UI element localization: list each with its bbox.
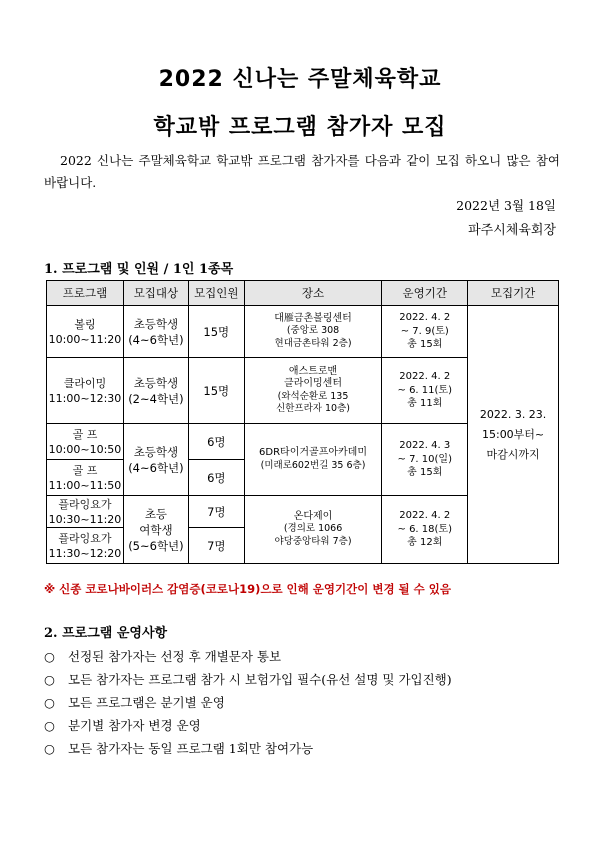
column-header: 장소 — [244, 281, 382, 306]
place-name: 애스트로맨 클라이밍센터 — [284, 365, 343, 389]
place-address: (경의로 1066 야당중앙타워 7층) — [274, 523, 352, 547]
table-row — [47, 306, 559, 358]
column-header: 운영기간 — [382, 281, 468, 306]
announcement-date: 2022년 3월 18일 — [456, 198, 556, 213]
program-name: 골 프 10:00~10:50 — [48, 427, 122, 456]
circle-bullet-icon: ○ — [44, 649, 55, 664]
target-group: 초등학생 (4~6학년) — [128, 444, 184, 475]
operation-period: 2022. 4. 2 ~ 6. 18(토) 총 12회 — [397, 510, 452, 549]
list-item: ○ 모든 프로그램은 분기별 운영 — [44, 691, 452, 714]
title-line2: 학교밖 프로그램 참가자 모집 — [153, 115, 447, 140]
program-name: 볼링 10:00~11:20 — [48, 317, 122, 346]
target-group: 초등학생 (2~4학년) — [128, 375, 184, 406]
operation-period: 2022. 4. 2 ~ 7. 9(토) 총 15회 — [399, 312, 451, 351]
place-address: (와석순환로 135 신한프라자 10층) — [276, 390, 350, 414]
program-table — [46, 280, 559, 564]
organization-name: 파주시체육회장 — [468, 223, 556, 238]
list-item: ○ 모든 참가자는 프로그램 참가 시 보험가입 필수(유선 설명 및 가입진행) — [44, 668, 452, 691]
capacity: 15명 — [203, 324, 230, 339]
column-header: 모집대상 — [123, 281, 188, 306]
operation-period: 2022. 4. 3 ~ 7. 10(일) 총 15회 — [397, 440, 452, 479]
capacity: 15명 — [203, 383, 230, 398]
title-line1: 2022 신나는 주말체육학교 — [158, 67, 442, 92]
operation-period: 2022. 4. 2 ~ 6. 11(토) 총 11회 — [397, 371, 452, 410]
covid-notice: ※ 신종 코로나바이러스 감염증(코로나19)으로 인해 운영기간이 변경 될 수 있음 — [44, 582, 451, 596]
circle-bullet-icon: ○ — [44, 718, 55, 733]
circle-bullet-icon: ○ — [44, 741, 55, 756]
column-header: 프로그램 — [47, 281, 124, 306]
operation-list — [44, 645, 452, 760]
target-group: 초등학생 (4~6학년) — [128, 316, 184, 347]
list-item: ○ 분기별 참가자 변경 운영 — [44, 714, 452, 737]
circle-bullet-icon: ○ — [44, 672, 55, 687]
place-name: 대雁금촌볼링센터 — [274, 312, 352, 324]
circle-bullet-icon: ○ — [44, 695, 55, 710]
program-name: 클라이밍 11:00~12:30 — [48, 376, 122, 405]
section2-heading: 2. 프로그램 운영사항 — [44, 626, 168, 641]
capacity: 6명 — [207, 434, 226, 449]
list-item: ○ 모든 참가자는 동일 프로그램 1회만 참여가능 — [44, 737, 452, 760]
recruit-period: 2022. 3. 23. 15:00부터~ 마감시까지 — [479, 407, 547, 461]
target-group: 초등 여학생 (5~6학년) — [128, 506, 184, 553]
capacity: 7명 — [207, 538, 226, 553]
program-name: 플라잉요가 11:30~12:20 — [48, 531, 122, 560]
program-name: 골 프 11:00~11:50 — [48, 463, 122, 492]
section1-heading: 1. 프로그램 및 인원 / 1인 1종목 — [44, 262, 234, 277]
intro-paragraph: 2022 신나는 주말체육학교 학교밖 프로그램 참가자를 다음과 같이 모집 하오니 많은 참여 바랍니다. — [44, 153, 560, 190]
capacity: 6명 — [207, 470, 226, 485]
place-address: (미래로602번길 35 6층) — [260, 459, 366, 471]
place-address: (중앙로 308 현대금촌타워 2층) — [274, 325, 352, 349]
capacity: 7명 — [207, 504, 226, 519]
place-name: 온다제이 — [293, 510, 333, 522]
table-header-row — [47, 281, 559, 306]
column-header: 모집인원 — [188, 281, 244, 306]
list-item: ○ 선정된 참가자는 선정 후 개별문자 통보 — [44, 645, 452, 668]
place-name: 6DR타이거골프아카데미 — [259, 447, 367, 458]
column-header: 모집기간 — [468, 281, 559, 306]
program-name: 플라잉요가 10:30~11:20 — [48, 497, 122, 526]
